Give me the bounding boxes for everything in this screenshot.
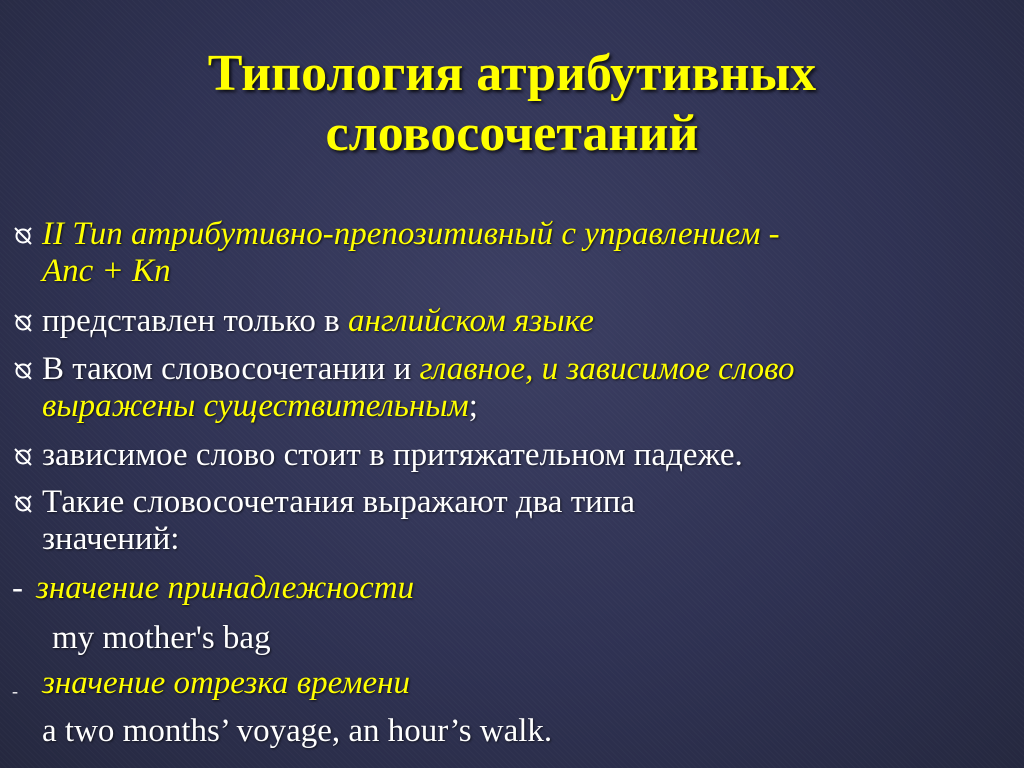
bullet-nouns-tail: ; — [468, 388, 478, 424]
bullet-english-emphasis: английском языке — [347, 303, 594, 339]
bullet-nouns-text: В таком словосочетании и — [42, 351, 420, 387]
bullet-nouns-emphasis-line-1: главное, и зависимое слово — [419, 351, 795, 387]
meaning-possession-example: my mother's bag — [52, 620, 271, 656]
slide-title-line-2: словосочетаний — [325, 105, 699, 162]
meaning-time-span-example: a two months’ voyage, an hour’s walk. — [42, 713, 553, 749]
slide-title-line-1: Типология атрибутивных — [207, 45, 817, 102]
bullet-nouns-emphasis-line-2: выражены существительным — [42, 388, 469, 424]
bullet-meanings-line-1: Такие словосочетания выражают два типа — [42, 484, 636, 520]
crossed-loop-bullet-icon — [12, 216, 40, 246]
crossed-loop-bullet-icon — [12, 484, 40, 514]
crossed-loop-bullet-icon — [12, 351, 40, 381]
crossed-loop-bullet-icon — [12, 437, 40, 467]
bullet-meanings-line-2: значений: — [42, 521, 180, 557]
bullet-type-line-2: Anc + Kn — [42, 253, 171, 289]
meaning-possession-label: значение принадлежности — [36, 570, 415, 606]
meaning-possession-dash: - — [12, 570, 23, 606]
bullet-english-text: представлен только в — [42, 303, 348, 339]
meaning-time-span-label: значение отрезка времени — [42, 665, 410, 701]
bullet-possessive-text: зависимое слово стоит в притяжательном падеже. — [42, 437, 743, 473]
meaning-time-span-dash: - — [12, 681, 18, 701]
bullet-type-line-1: II Тип атрибутивно-препозитивный с управлением - — [42, 216, 780, 252]
crossed-loop-bullet-icon — [12, 303, 40, 333]
